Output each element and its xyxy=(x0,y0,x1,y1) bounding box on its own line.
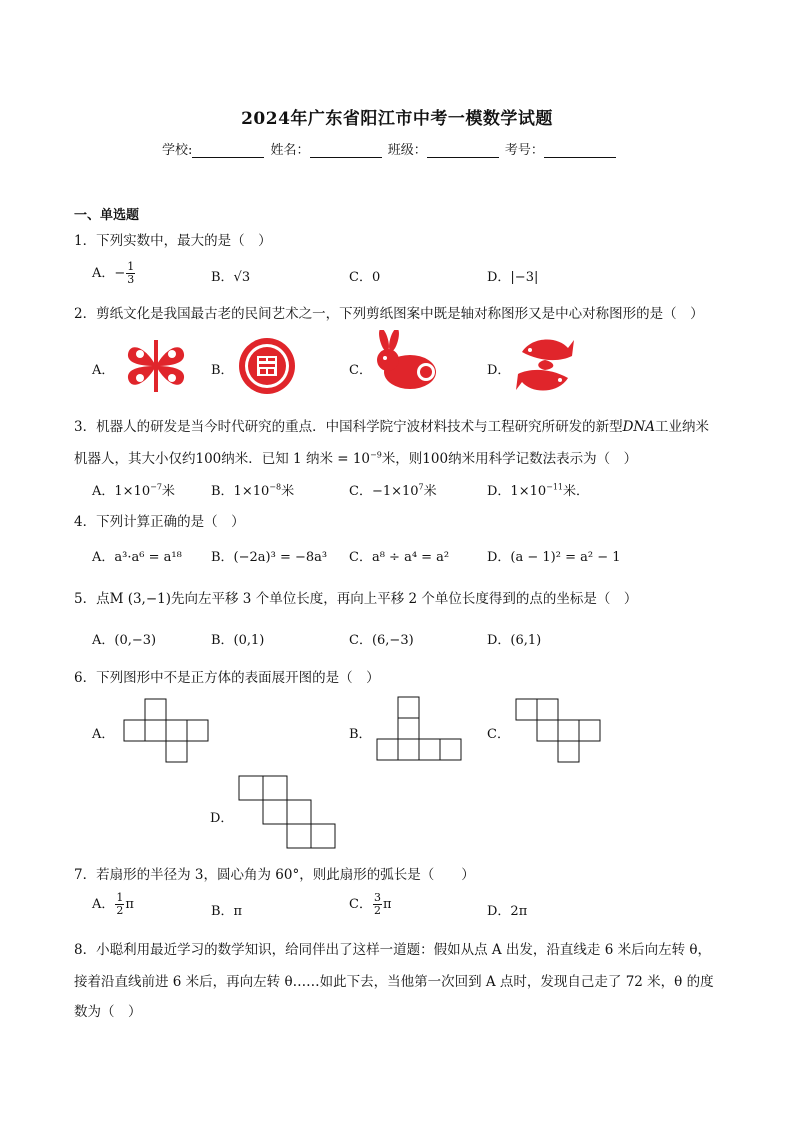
denominator: 2 xyxy=(373,904,381,917)
question-1-option-d: D．|−3| xyxy=(487,270,539,285)
question-7-option-c xyxy=(349,892,392,917)
question-4-option-d: D．(a − 1)² = a² − 1 xyxy=(487,550,621,565)
exponent: −9 xyxy=(370,450,382,460)
name-blank xyxy=(310,145,382,158)
school-label: 学校: xyxy=(162,143,193,158)
question-6-option-b: B． xyxy=(349,727,372,742)
numerator: 3 xyxy=(373,891,381,904)
cube-net-d-diagram xyxy=(238,775,338,851)
denominator: 3 xyxy=(127,273,135,286)
text: 米 xyxy=(281,484,295,499)
exam-no-blank xyxy=(544,145,616,158)
question-2-option-d: D． xyxy=(487,363,511,378)
question-3-option-b xyxy=(211,480,294,499)
question-8-line-3: 数为（ ） xyxy=(74,1004,142,1020)
option-label: A． xyxy=(92,897,115,912)
question-4-stem: 4．下列计算正确的是（ ） xyxy=(74,514,245,530)
fraction xyxy=(126,261,135,286)
question-1-stem: 1．下列实数中，最大的是（ ） xyxy=(74,233,272,249)
text: D．1×10 xyxy=(487,484,547,499)
exponent: −11 xyxy=(546,482,564,492)
denominator: 2 xyxy=(116,904,124,917)
fraction xyxy=(115,892,124,917)
question-2-option-a: A． xyxy=(92,363,115,378)
cube-net-c-diagram xyxy=(515,698,605,766)
exponent: 7 xyxy=(418,482,424,492)
question-4-option-a: A．a³·a⁶ = a¹⁸ xyxy=(92,550,182,565)
text: B．1×10 xyxy=(211,484,270,499)
exponent: −7 xyxy=(150,482,162,492)
question-1-option-b: B．√3 xyxy=(211,270,251,285)
paper-cut-double-happiness-icon xyxy=(237,336,297,396)
text: 米． xyxy=(563,484,590,499)
question-4-option-b: B．(−2a)³ = −8a³ xyxy=(211,550,328,565)
pi-symbol: π xyxy=(125,897,134,912)
minus-sign: − xyxy=(114,266,126,281)
question-5-stem: 5．点M (3,−1)先向左平移 3 个单位长度，再向上平移 2 个单位长度得到的点的坐标是（ ） xyxy=(74,591,638,607)
question-4-option-c: C．a⁸ ÷ a⁴ = a² xyxy=(349,550,450,565)
question-7-option-a xyxy=(92,892,134,917)
exponent: −8 xyxy=(269,482,282,492)
question-1-option-c: C．0 xyxy=(349,270,381,285)
page-title: 2024年广东省阳江市中考一模数学试题 xyxy=(241,109,553,129)
question-1-option-a xyxy=(92,261,136,286)
cube-net-b-diagram xyxy=(376,696,466,764)
question-5-option-b: B．(0,1) xyxy=(211,633,265,648)
section-heading: 一、单选题 xyxy=(74,208,140,223)
question-7-option-d: D．2π xyxy=(487,904,528,919)
question-3-line-2 xyxy=(74,447,637,467)
question-7-stem: 7．若扇形的半径为 3，圆心角为 60°，则此扇形的弧长是（ ） xyxy=(74,867,475,883)
exam-no-label: 考号： xyxy=(504,143,544,158)
paper-cut-fish-icon xyxy=(512,332,578,398)
question-3-line-1 xyxy=(74,415,709,435)
question-2-option-b: B． xyxy=(211,363,234,378)
text: 机器人，其大小仅约100纳米．已知 1 纳米 = 10 xyxy=(74,451,371,467)
text: 3．机器人的研发是当今时代研究的重点．中国科学院宁波材料技术与工程研究所研发的新型 xyxy=(74,419,623,435)
text: C．−1×10 xyxy=(349,484,419,499)
text: 米 xyxy=(161,484,175,499)
student-info-line xyxy=(162,139,618,158)
question-3-option-d xyxy=(487,480,589,499)
question-8-line-1: 8．小聪利用最近学习的数学知识，给同伴出了这样一道题：假如从点 A 出发，沿直线走 6 米后向左转 θ， xyxy=(74,942,712,958)
pi-symbol: π xyxy=(382,897,392,912)
question-5-option-a: A．(0,−3) xyxy=(92,633,157,648)
question-3-option-c xyxy=(349,480,437,499)
option-label: A． xyxy=(92,266,115,281)
text: 米 xyxy=(423,484,437,499)
fraction xyxy=(373,892,382,917)
question-6-option-d: D． xyxy=(210,811,234,826)
text: A．1×10 xyxy=(92,484,151,499)
numerator: 1 xyxy=(116,891,124,904)
name-label: 姓名： xyxy=(270,143,310,158)
question-6-option-a: A． xyxy=(92,727,115,742)
class-blank xyxy=(427,145,499,158)
class-label: 班级： xyxy=(387,143,427,158)
text: 工业纳米 xyxy=(654,419,709,435)
text: 米，则100纳米用科学记数法表示为（ ） xyxy=(381,451,638,467)
question-6-option-c: C． xyxy=(487,727,510,742)
question-5-option-c: C．(6,−3) xyxy=(349,633,414,648)
question-5-option-d: D．(6,1) xyxy=(487,633,542,648)
paper-cut-butterfly-icon xyxy=(125,336,187,396)
option-label: C． xyxy=(349,897,372,912)
question-6-stem: 6．下列图形中不是正方体的表面展开图的是（ ） xyxy=(74,670,380,686)
question-2-stem: 2．剪纸文化是我国最古老的民间艺术之一，下列剪纸图案中既是轴对称图形又是中心对称图形的是（ ） xyxy=(74,306,704,322)
question-7-option-b: B．π xyxy=(211,904,243,919)
paper-cut-rabbit-icon xyxy=(370,330,445,395)
dna-term: DNA xyxy=(622,419,655,435)
school-blank xyxy=(192,145,264,158)
cube-net-a-diagram xyxy=(123,698,213,766)
question-8-line-2: 接着沿直线前进 6 米后，再向左转 θ……如此下去，当他第一次回到 A 点时，发现自己走了 72 米，θ 的度 xyxy=(74,974,714,990)
question-3-option-a xyxy=(92,480,175,499)
question-2-option-c: C． xyxy=(349,363,372,378)
numerator: 1 xyxy=(127,260,135,273)
